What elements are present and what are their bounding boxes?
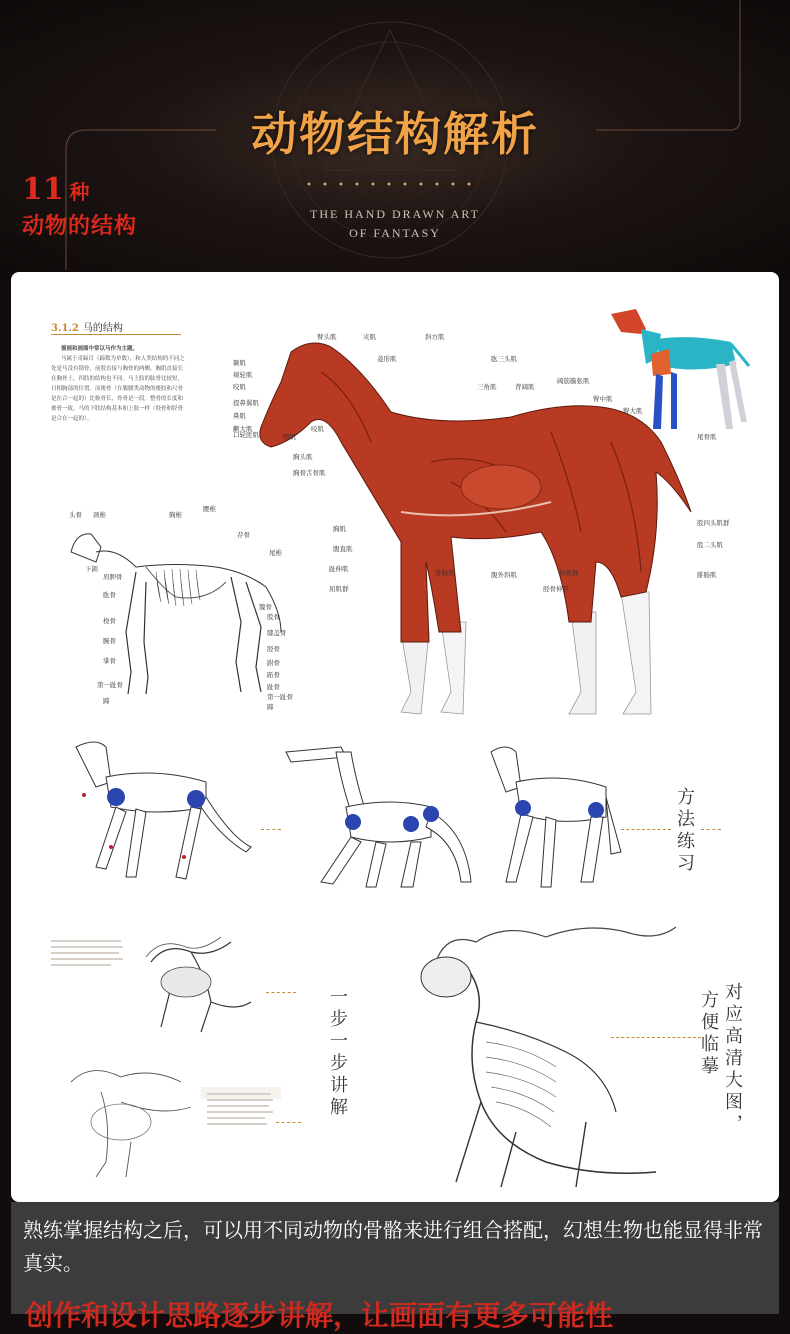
muscle-label: 颊轮肌 [233,372,253,379]
leader-line [611,1037,701,1038]
section-number: 3.1.2 [51,323,79,334]
step-creature-sketch-1 [131,932,261,1042]
muscle-label: 腹外斜肌 [491,572,517,579]
muscle-label: 咽肌 [283,434,296,441]
leader-line [261,829,281,830]
step-textblock-2 [201,1087,281,1099]
section-paragraph [51,344,186,424]
leader-line [276,1122,301,1123]
bone-label: 股骨 [267,614,280,621]
leader-line [701,829,721,830]
subtitle-line2: OF FANTASY [349,226,441,240]
footer-next-line: 创作和设计思路逐步讲解，让画面有更多可能性 [25,1299,614,1332]
muscle-label: 趾伸肌 [329,566,349,573]
step-creature-sketch-2 [51,1062,201,1182]
muscle-label: 咬肌 [311,426,324,433]
bone-label: 跗骨 [267,660,280,667]
steps-label: 一步一步讲解 [327,987,348,1119]
leader-line [266,992,296,993]
muscle-label: 背阔肌 [515,384,535,391]
muscle-label: 屈肌群 [329,586,349,593]
bone-label: 颈椎 [93,512,106,519]
badge-unit: 种 [69,180,90,204]
muscle-label: 鼻肌 [233,413,246,420]
muscle-label: 夹肌 [363,334,376,341]
bone-label: 荐骨 [237,532,250,539]
muscle-label: 腹直肌 [333,546,353,553]
header-banner [0,0,790,280]
hd-label-col2: 方便临摹 [698,990,719,1078]
footer-caption: 熟练掌握结构之后，可以用不同动物的骨骼来进行组合搭配，幻想生物也能显得非常真实。 [23,1218,763,1275]
muscle-label: 口轮匝肌 [233,432,259,439]
badge-text: 动物的结构 [22,213,138,239]
muscle-label: 胸肌 [333,526,346,533]
bone-label: 蹄 [267,704,274,711]
bone-label: 髋骨 [259,604,272,611]
bone-label: 肱骨 [103,592,116,599]
muscle-label: 斜方肌 [425,334,445,341]
content-card [11,272,779,1202]
practice-label: 方法练习 [674,787,695,875]
horse-skeleton-lineart [66,522,286,702]
title-divider-dots [305,182,485,186]
bone-label: 胸椎 [169,512,182,519]
bone-label: 趾骨 [267,684,280,691]
muscle-label: 颧大肌 [233,426,253,433]
muscle-label: 提鼻翼肌 [233,400,259,407]
muscle-label: 肱三头肌 [491,356,517,363]
muscle-label: 咬肌 [233,384,246,391]
practice-zebra-3 [481,742,631,892]
muscle-label: 臂头肌 [317,334,337,341]
paragraph-body: 马属于奇蹄目（蹄数为单数），和人类结构的不同之处是马没有锁骨，前肢直接与胸骨的两侧。胸肌直接长在胸骨上，四肢的结构也不同。马上肢的肱骨比较短，只相胸部的位置。而後骨（在腹腰类动物的後肢和尺骨是在合一起的）比較骨长，骨骨是一段。整骨的长度和後骨一致，马的下肢结构基本和上肢一样（胫骨和胫骨是合在一起的）。 [51,356,185,422]
bone-label: 肩胛骨 [103,574,123,581]
muscle-label: 三角肌 [477,384,497,391]
muscle-label: 尾骨肌 [697,434,717,441]
muscle-label: 腓肠肌 [697,572,717,579]
muscle-label: 菱形肌 [377,356,397,363]
bone-label: 第一趾骨 [97,682,123,689]
bone-label: 腕骨 [103,638,116,645]
bone-label: 掌骨 [103,658,116,665]
muscle-label: 股二头肌 [697,542,723,549]
muscle-label: 腓肠肌 [435,570,455,577]
section-title: 马的结构 [82,323,123,334]
subtitle-line1: THE HAND DRAWN ART [310,207,480,221]
muscle-label: 股四头肌群 [697,520,730,527]
bone-label: 第一趾骨 [267,694,293,701]
muscle-label: 阔筋膜张肌 [557,378,590,385]
page-title: 动物结构解析 [251,107,539,161]
badge-number: 11 [22,172,64,207]
leader-line [621,829,671,830]
bone-label: 桡骨 [103,618,116,625]
bone-label: 膝盖骨 [267,630,287,637]
practice-horse-1 [56,737,256,887]
section-heading [51,319,123,334]
muscle-label: 臀中肌 [593,396,613,403]
footer-caption-bar [11,1202,779,1332]
practice-creature-2 [281,742,491,892]
muscle-label: 胸骨舌骨肌 [293,470,326,477]
hd-label-col1: 对应高清大图， [722,982,743,1136]
bone-label: 下颌 [85,566,98,573]
muscle-label: 臀大肌 [623,408,643,415]
bone-label: 胫骨 [267,646,280,653]
fantasy-creature-illustration [386,922,686,1192]
paragraph-lead: 描画和画图中常以马作为主题。 [61,346,139,352]
muscle-label: 胸头肌 [293,454,313,461]
count-badge [22,172,137,240]
bone-label: 头骨 [69,512,82,519]
bone-label: 跖骨 [267,672,280,679]
bone-label: 尾椎 [269,550,282,557]
bone-label: 腰椎 [203,506,216,513]
muscle-label: 颞肌 [233,360,246,367]
bone-label: 蹄 [103,698,110,705]
muscle-label: 胫骨伸肌 [543,586,569,593]
muscle-label: 伸肌群 [559,570,579,577]
horse-skeleton-color-illustration [601,304,751,434]
section-underline [51,334,181,335]
